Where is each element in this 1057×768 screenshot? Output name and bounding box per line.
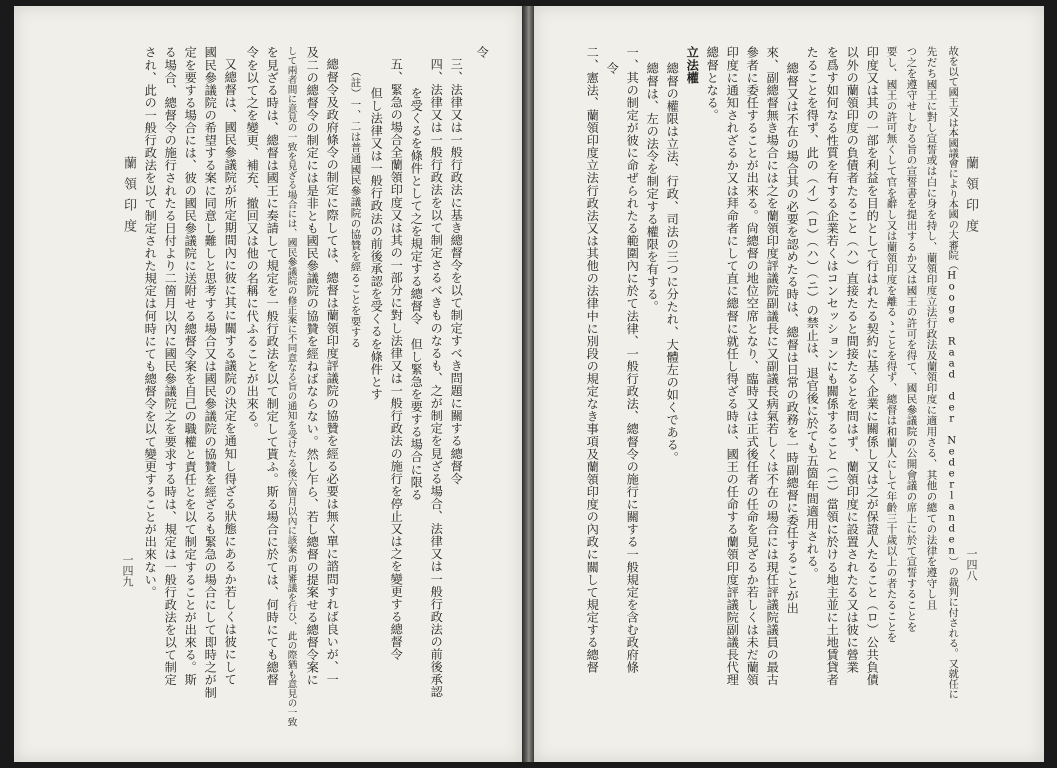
left-page	[14, 6, 522, 762]
text-line: を受くるを條件として之を規定する總督令 但し緊急を要する場合に限る	[409, 74, 424, 501]
text-line: 及二の總督令の制定には是非とも國民參議院の協贊を經ねばならない。然し乍ら、若し總督の提案せる總督令案に	[305, 46, 320, 687]
text-line: 國民參議院の希望する案に同意し難しと思考する場合又は國民參議院の協贊を經ざるも緊急の場合にして即時之が制	[203, 46, 218, 699]
text-line: 要し、國王の許可無くして官を辭し又は蘭領印度を離るゝことを得ず、總督は和蘭人にして年齡三十歲以上の者たることを	[885, 46, 898, 643]
text-line: 來、副總督無き場合には之を蘭領印度評議院副議長に又副議長病氣若しくは不在の場合には現任評議院議員の最古	[765, 46, 780, 687]
text-line: 定を要する場合には、彼の國民參議院に送附せる總督令案を自己の職權と責任とを以て制定することが出來る。斯	[183, 46, 198, 687]
right-page	[534, 6, 1044, 762]
text-line: 令	[605, 62, 620, 75]
note-line: （註）一、二は普通國民參議院の協贊を經ることを要する	[349, 66, 362, 349]
text-line: 總督又は不在の場合其の必要を認めたる時は、總督は日常の政務を一時副總督に委任することが出	[785, 62, 800, 615]
text-line: 以外の蘭領印度の負債者たること（ハ）直接たると間接たるとを問はず、蘭領印度に設置されたる又は彼に營業	[845, 46, 860, 674]
text-line: 五、緊急の場合全蘭領印度又は其の一部分に對し法律又は一般行政法の施行を停止又は之を變更する總督令	[389, 58, 404, 661]
text-line: 參者に委任することが出來る。尙總督の地位空席となり、臨時又は正式後任者の任命を見ざるか若しくは未だ蘭領	[745, 46, 760, 687]
text-line: 總督となる。	[705, 46, 720, 122]
text-line: 故を以て國王又は本國議會により本國の大審院（Hooge Raad der Nederlanden）の裁判に付される。又就任に	[946, 46, 958, 700]
text-line: 二、憲法、蘭領印度立法行政法又は其他の法律中に別段の規定なき事項及蘭領印度の內政に關して規定する總督	[585, 46, 600, 674]
text-line: 四、法律又は一般行政法を以て制定さるべきものなるも、之が制定を見ざる場合、法律又は一般行政法の前後承認	[429, 58, 444, 699]
left-page-header: 蘭領印度	[121, 156, 136, 240]
section-heading: 立法權	[685, 46, 700, 84]
text-line: 總督令及政府條令の制定に際しては、總督は蘭領印度評議院の協贊を經る必要は無く單に諮問すれば良いが、一	[325, 58, 340, 686]
text-line: 又總督は、國民參議院が所定期間內に彼に其に關する議院の決定を通知し得ざる狀態にあるか若しくは彼にして	[223, 58, 238, 686]
text-line: 但し法律又は一般行政法の前後承認を受くるを條件とす	[369, 74, 384, 401]
text-line: 一、其の制定が彼に命ぜられたる範圍內に於て法律、一般行政法、總督令の施行に關する一般規定を含む政府條	[625, 46, 640, 674]
text-line: 印度又は其の一部を利益を目的として行はれたる契約に基く企業に關係し又は之が保證人たること（ロ）公共負債	[865, 46, 880, 687]
text-line: 總督は、左の法令を制定する權限を有する。	[645, 62, 660, 313]
text-line: を見ざる時は、總督は國王に奏請して規定を一般行政法を以て制定して貰ふ。斯る場合に於ては、何時にても總督	[265, 46, 280, 687]
text-line: つ之を遵守せしむる旨の宣誓書を提出するか又は國王の許可を得て、國民參議院の公開會議の席上に於て宣誓することを	[905, 46, 918, 632]
text-line: 三、法律又は一般行政法に基き總督令を以て制定すべき問題に關する總督令	[449, 58, 464, 485]
text-line: る場合、總督令の施行されたる日付より二箇月以內に國民參議院之を要求する時は、規定は一般行政法を以て制定	[163, 46, 178, 687]
left-page-number: 一四九	[121, 554, 134, 587]
text-line: 印度に通知されざるか又は拜命者にして直に總督に就任し得ざる時は、國王の任命する蘭領印度評議院副議長代理	[725, 46, 740, 687]
text-line: して兩者間に意見の一致を見ざる場合には、國民參議院の修正案に不同意なる旨の通知を受けたる後六箇月以內に該案の再審議を行ひ、此の際猶も意見の一致	[285, 46, 297, 727]
text-line: たることを得ず、此の（イ）（ロ）（ハ）（ニ）の禁止は、退官後に於ても五箇年間適用される。	[805, 46, 820, 580]
text-line: を爲す如何なる性質を有する企業若くはコンセッションにも關係すること（ニ）當領に於ける地主並に土地賃貸者	[825, 46, 840, 687]
text-line: 先だち國王に對し宣誓或は白に身を持し、蘭領印度立法行政法及蘭領印度に適用さる、其他の總ての法律を遵守し且	[925, 46, 938, 611]
section-heading: 令	[475, 46, 490, 59]
text-line: され、此の一般行政法を以て制定された規定は何時にても總督令を以て變更することが出來ない。	[143, 46, 158, 599]
right-page-number: 一四八	[965, 548, 978, 581]
text-line: 令を以て之を變更、補充、撤回又は他の名稱に代ふることが出來る。	[245, 46, 260, 436]
text-line: 總督の權限は立法、行政、司法の三つに分たれ、大體左の如くである。	[665, 62, 680, 464]
book-gutter	[522, 6, 534, 762]
right-page-header: 蘭領印度	[963, 156, 978, 240]
